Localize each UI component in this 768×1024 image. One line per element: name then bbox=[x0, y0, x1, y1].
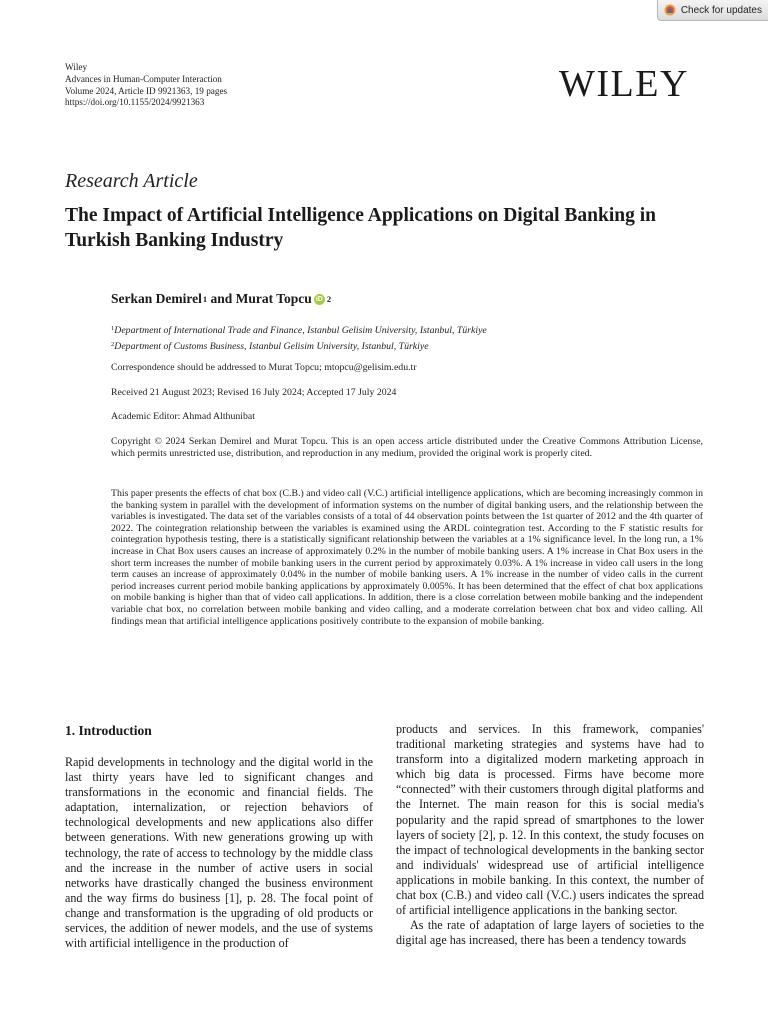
author-affil-ref: 2 bbox=[326, 294, 332, 304]
copyright-notice: Copyright © 2024 Serkan Demirel and Murat Topcu. This is an open access article distributed under the Creative Commons Attribution License, which permits unrestricted use, distribution, and reproduction in any medium, provided the original work is properly cited. bbox=[111, 436, 703, 459]
section-heading: 1. Introduction bbox=[65, 723, 152, 738]
body-column-right bbox=[396, 722, 704, 948]
journal-header bbox=[65, 62, 227, 109]
affiliation-item bbox=[111, 338, 487, 354]
article-title: The Impact of Artificial Intelligence Applications on Digital Banking in Turkish Banking Industry bbox=[65, 205, 656, 251]
affiliations bbox=[111, 322, 487, 354]
wiley-logo: WILEY bbox=[559, 63, 689, 105]
article-dates: Received 21 August 2023; Revised 16 July 2024; Accepted 17 July 2024 bbox=[111, 387, 397, 398]
author-list bbox=[111, 291, 331, 307]
author-connector: and bbox=[207, 291, 236, 306]
correspondence: Correspondence should be addressed to Murat Topcu; mtopcu@gelisim.edu.tr bbox=[111, 362, 417, 373]
author-name: Murat Topcu bbox=[235, 291, 312, 306]
volume-info: Volume 2024, Article ID 9921363, 19 pages bbox=[65, 85, 228, 96]
author-name: Serkan Demirel bbox=[111, 291, 202, 306]
check-for-updates-button[interactable] bbox=[657, 0, 768, 21]
body-paragraph: As the rate of adaptation of large layers of societies to the digital age has increased, there has been a tendency towards bbox=[396, 918, 704, 948]
body-paragraph: products and services. In this framework, companies' traditional marketing strategies and systems have had to transform into a digitalized modern marketing approach in which big data is processed. Firms have become more “connected” with their customers through digital platforms and the Internet. The main reason for this is social media's popularity and the rapid spread of smartphones to the lower layers of society [2], p. 12. In this context, the study focuses on the impact of technological developments in the banking sector and individuals' widespread use of artificial intelligence applications in mobile banking. In this context, the number of chat box (C.B.) and video call (V.C.) users indicates the spread of artificial intelligence applications in the banking sector. bbox=[396, 722, 704, 918]
body-paragraph: Rapid developments in technology and the digital world in the last thirty years have led to significant changes and transformations in the economic and financial fields. The adaptation, internalization, or rejection behaviors of technological developments and new applications also differ between generations. With new generations growing up with technology, the rate of access to technology by the middle class and the increase in the number of active users in social networks have drastically changed the business environment and the way firms do business [1], p. 28. The focal point of change and transformation is the upgrading of old products or services, the addition of newer models, and the use of systems with artificial intelligence in the production of bbox=[65, 755, 373, 951]
body-column-left bbox=[65, 722, 373, 951]
affiliation-number: 1 bbox=[111, 325, 115, 332]
doi-link[interactable]: https://doi.org/10.1155/2024/9921363 bbox=[65, 97, 205, 108]
affiliation-item bbox=[111, 322, 487, 338]
affiliation-text: Department of International Trade and Finance, Istanbul Gelisim University, Istanbul, Türkiye bbox=[114, 325, 487, 336]
publisher-name: Wiley bbox=[65, 62, 88, 72]
article-type: Research Article bbox=[65, 170, 198, 192]
orcid-icon[interactable]: iD bbox=[315, 295, 323, 303]
crossmark-icon bbox=[664, 4, 676, 16]
abstract: This paper presents the effects of chat box (C.B.) and video call (V.C.) artificial intelligence applications, which are becoming increasingly common in the banking system in parallel with the development of information systems on the number of digital banking users, and the relationship between the variables is investigated. The data set of the variables consists of a total of 44 observation points between the 1st quarter of 2012 and the 4th quarter of 2022. The cointegration relationship between the variables is examined using the ARDL cointegration test. According to the F statistic results for cointegration hypothesis testing, there is a statistically significant relationship between the variables at a 1% significance level. In the long run, a 1% increase in Chat Box users causes an increase of approximately 0.2% in the number of mobile banking users. A 1% increase in Chat Box users in the short term increases the number of mobile banking users in the current period by approximately 0.03%. A 1% increase in video call users in the long term causes an increase of approximately 0.04% in the number of mobile banking users. A 1% increase in the number of video calls in the current period increases current period mobile banking applications by approximately 0.005%. It has been determined that the effect of chat box applications on mobile banking is higher than that of video call applications. In addition, there is a close correlation between mobile banking and the independent variable chat box, no correlation between mobile banking and video calling, and a moderate correlation between chat box and video calling. All findings mean that artificial intelligence applications positively contribute to the expansion of mobile banking. bbox=[111, 488, 703, 627]
author-affil-ref: 1 bbox=[202, 294, 208, 304]
affiliation-number: 2 bbox=[111, 341, 115, 348]
academic-editor: Academic Editor: Ahmad Althunibat bbox=[111, 411, 255, 422]
affiliation-text: Department of Customs Business, Istanbul Gelisim University, Istanbul, Türkiye bbox=[114, 341, 429, 352]
journal-name: Advances in Human-Computer Interaction bbox=[65, 73, 222, 84]
check-for-updates-label: Check for updates bbox=[680, 4, 762, 16]
